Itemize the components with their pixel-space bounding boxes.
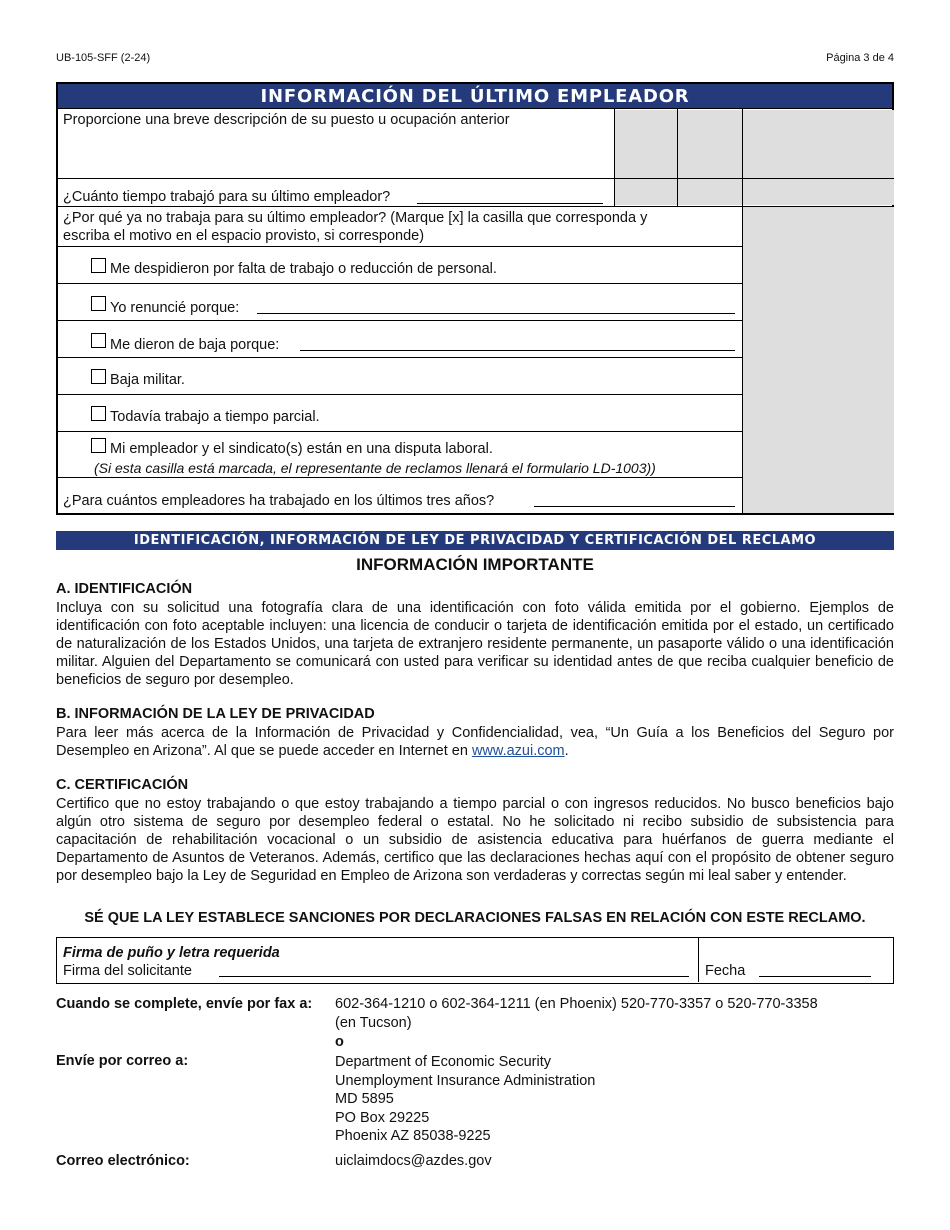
privacy-title: B. INFORMACIÓN DE LA LEY DE PRIVACIDAD bbox=[56, 706, 375, 722]
checkbox-quit[interactable] bbox=[91, 296, 106, 311]
email-label: Correo electrónico: bbox=[56, 1153, 190, 1169]
last-employer-table bbox=[56, 82, 894, 515]
reason-prompt-line2: escriba el motivo en el espacio provisto, si corresponde) bbox=[63, 228, 425, 244]
office-use-cell-right bbox=[743, 206, 894, 513]
mail-line-3: MD 5895 bbox=[335, 1091, 394, 1107]
job-description-prompt: Proporcione una breve descripción de su puesto u ocupación anterior bbox=[63, 112, 510, 128]
mail-line-4: PO Box 29225 bbox=[335, 1110, 430, 1126]
signature-required-note: Firma de puño y letra requerida bbox=[63, 945, 280, 961]
section-title-last-employer: INFORMACIÓN DEL ÚLTIMO EMPLEADOR bbox=[58, 84, 892, 109]
duration-prompt: ¿Cuánto tiempo trabajó para su último empleador? bbox=[63, 189, 391, 205]
date-field[interactable] bbox=[759, 976, 871, 977]
privacy-text: Para leer más acerca de la Información de Privacidad y Confidencialidad, vea, “Un Guía a los Beneficios del Seguro por Desempleo en Arizona”. Al que se puede acceder en Internet en www.azui.com. bbox=[56, 725, 894, 759]
mail-line-2: Unemployment Insurance Administration bbox=[335, 1073, 596, 1089]
quit-reason-field[interactable] bbox=[257, 313, 735, 314]
signature-label: Firma del solicitante bbox=[63, 963, 192, 979]
mail-label: Envíe por correo a: bbox=[56, 1053, 189, 1069]
option-military-label: Baja militar. bbox=[110, 372, 185, 388]
identification-title: A. IDENTIFICACIÓN bbox=[56, 581, 193, 597]
employers-count-field[interactable] bbox=[534, 506, 735, 507]
section-title-certification: IDENTIFICACIÓN, INFORMACIÓN DE LEY DE PRIVACIDAD Y CERTIFICACIÓN DEL RECLAMO bbox=[56, 531, 894, 550]
identification-text: Incluya con su solicitud una fotografía clara de una identificación con foto válida emitida por el gobierno. Ejemplos de identificación con foto aceptable incluyen: una licencia de conducir o tarjeta de identificación emitida por el estado, un certificado de naturalización de los Estados Unidos, una tarjeta de extranjero residente permanente, un pasaporte válido o una identificación militar. Alguien del Departamento se comunicará con usted para verificar su identidad antes de que reciba cualquier beneficio de beneficios de seguro por desempleo. bbox=[56, 600, 894, 688]
form-code: UB-105-SFF (2-24) bbox=[56, 52, 151, 64]
discharged-reason-field[interactable] bbox=[300, 350, 735, 351]
checkbox-military[interactable] bbox=[91, 369, 106, 384]
option-quit-label: Yo renuncié porque: bbox=[110, 300, 240, 316]
duration-field[interactable] bbox=[417, 203, 603, 204]
important-info-heading: INFORMACIÓN IMPORTANTE bbox=[356, 555, 594, 574]
checkbox-part-time[interactable] bbox=[91, 406, 106, 421]
office-use-cells-top bbox=[615, 110, 894, 205]
mail-line-5: Phoenix AZ 85038-9225 bbox=[335, 1128, 491, 1144]
mail-line-1: Department of Economic Security bbox=[335, 1054, 551, 1070]
job-description-field[interactable] bbox=[60, 132, 610, 176]
signature-field[interactable] bbox=[219, 976, 689, 977]
checkbox-labor-dispute[interactable] bbox=[91, 438, 106, 453]
email-value: uiclaimdocs@azdes.gov bbox=[335, 1153, 492, 1169]
date-label: Fecha bbox=[705, 963, 746, 979]
certification-title: C. CERTIFICACIÓN bbox=[56, 777, 189, 793]
azui-link[interactable]: www.azui.com bbox=[471, 743, 565, 759]
labor-dispute-note: (Si esta casilla está marcada, el representante de reclamos llenará el formulario LD-1003)) bbox=[94, 460, 656, 476]
fax-numbers-line1: 602-364-1210 o 602-364-1211 (en Phoenix) 520-770-3357 o 520-770-3358 bbox=[335, 996, 818, 1012]
certification-text: Certifico que no estoy trabajando o que estoy trabajando a tiempo parcial o con ingresos reducidos. No busco beneficios bajo algún otro sistema de seguro por desempleo federal o estatal. No he solicitado ni recibo subsidio de subsistencia para capacitación de rehabilitación vocacional o un subsidio de asistencia educativa para huérfanos de guerra mediante el Departamento de Asuntos de Veteranos. Además, certifico que las declaraciones hechas aquí con el propósito de obtener seguro por desempleo bajo la Ley de Seguridad en Empleo de Arizona son verdaderas y correctas según mi leal saber y entender. bbox=[56, 796, 894, 884]
checkbox-layoff[interactable] bbox=[91, 258, 106, 273]
penalty-warning: SÉ QUE LA LEY ESTABLECE SANCIONES POR DECLARACIONES FALSAS EN RELACIÓN CON ESTE RECLAMO. bbox=[84, 910, 866, 926]
checkbox-discharged[interactable] bbox=[91, 333, 106, 348]
signature-box bbox=[56, 937, 894, 984]
reason-prompt-line1: ¿Por qué ya no trabaja para su último empleador? (Marque [x] la casilla que corresponda y bbox=[63, 210, 648, 226]
fax-numbers-line2: (en Tucson) bbox=[335, 1015, 412, 1031]
employers-count-prompt: ¿Para cuántos empleadores ha trabajado en los últimos tres años? bbox=[63, 493, 495, 509]
option-labor-dispute-label: Mi empleador y el sindicato(s) están en una disputa laboral. bbox=[110, 441, 493, 457]
option-layoff-label: Me despidieron por falta de trabajo o reducción de personal. bbox=[110, 261, 497, 277]
option-discharged-label: Me dieron de baja porque: bbox=[110, 337, 280, 353]
option-part-time-label: Todavía trabajo a tiempo parcial. bbox=[110, 409, 320, 425]
page-number: Página 3 de 4 bbox=[826, 52, 894, 64]
fax-label: Cuando se complete, envíe por fax a: bbox=[56, 996, 313, 1012]
or-text: o bbox=[335, 1034, 344, 1050]
